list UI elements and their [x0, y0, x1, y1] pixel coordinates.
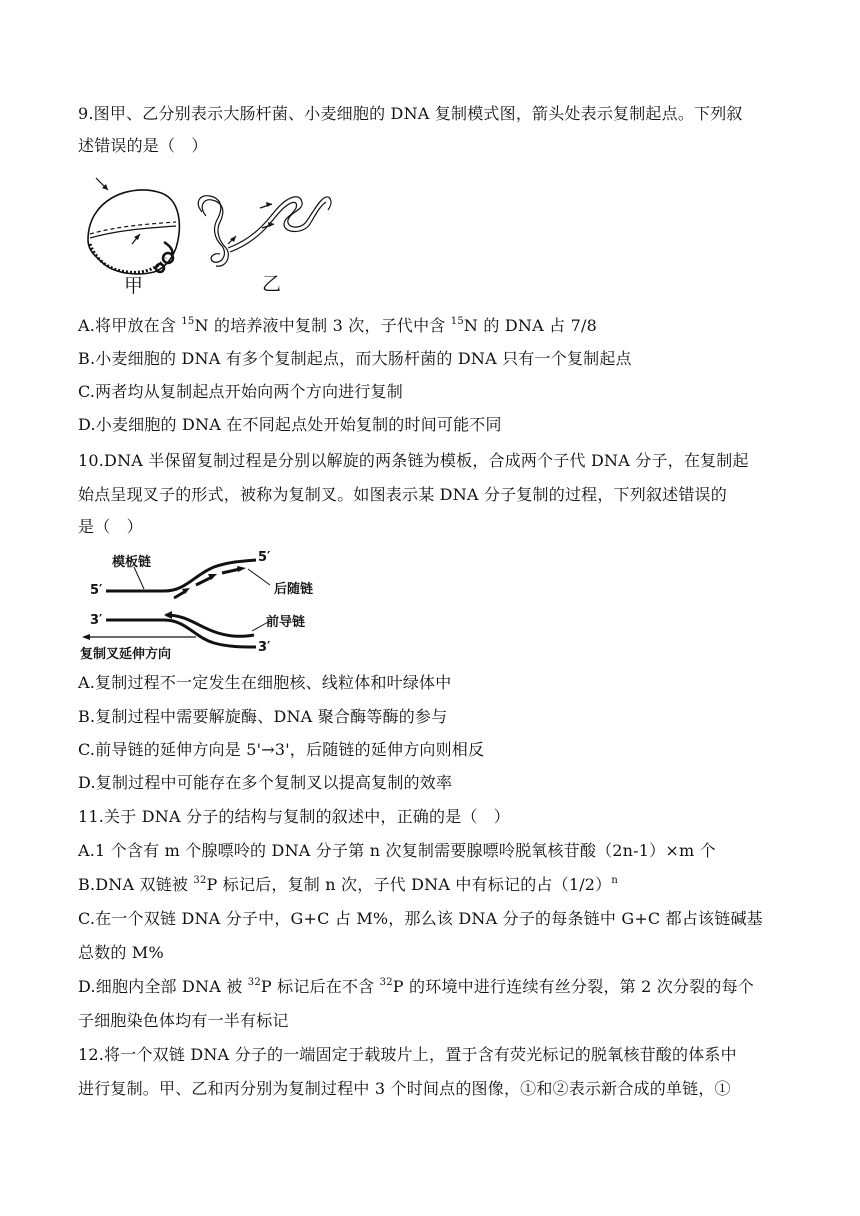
q10-figure-replication-fork [78, 545, 338, 663]
label-template-strand: 模板链 [112, 555, 152, 570]
q9-stem-line1: 9.图甲、乙分别表示大肠杆菌、小麦细胞的 DNA 复制模式图，箭头处表示复制起点。下列叙 [78, 104, 743, 123]
figure-label-yi: 乙 [262, 273, 282, 295]
q11-option-b: B.DNA 双链被 $^{32}$P 标记后，复制 n 次，子代 DNA 中有标记的占$(1/2)^n$ [78, 874, 619, 894]
q10-option-b: B.复制过程中需要解旋酶、DNA 聚合酶等酶的参与 [78, 707, 448, 726]
q11-option-c-line1: C.在一个双链 DNA 分子中，G+C 占 M%，那么该 DNA 分子的每条链中 G+C 都占该链碱基 [78, 909, 763, 928]
label-3prime-bottom: 3′ [258, 640, 271, 655]
figure-yi-linear-dna [198, 196, 331, 295]
q10-stem-line1: 10.DNA 半保留复制过程是分别以解旋的两条链为模板，合成两个子代 DNA 分子，在复制起 [78, 451, 749, 470]
q11-option-d-line2: 子细胞染色体均有一半有标记 [78, 1011, 289, 1030]
q9-figure-replication-models [78, 172, 338, 304]
q10-option-c: C.前导链的延伸方向是 5'→3'，后随链的延伸方向则相反 [78, 740, 485, 759]
q12-stem-line1: 12.将一个双链 DNA 分子的一端固定于载玻片上，置于含有荧光标记的脱氧核苷酸的体系中 [78, 1045, 737, 1064]
q9-option-a: A.将甲放在含 $^{15}$N 的培养液中复制 3 次，子代中含 $^{15}$N 的 DNA 占 7/8 [78, 315, 597, 335]
q10-option-a: A.复制过程不一定发生在细胞核、线粒体和叶绿体中 [78, 673, 452, 692]
q9-option-d: D.小麦细胞的 DNA 在不同起点处开始复制的时间可能不同 [78, 415, 502, 434]
q10-stem-line2: 始点呈现叉子的形式，被称为复制叉。如图表示某 DNA 分子复制的过程，下列叙述错误的 [78, 485, 727, 504]
q11-option-a: A.1 个含有 m 个腺嘌呤的 DNA 分子第 n 次复制需要腺嘌呤脱氧核苷酸（2n-1）×m 个 [78, 841, 716, 860]
label-lagging-strand: 后随链 [274, 582, 314, 597]
q9-option-c: C.两者均从复制起点开始向两个方向进行复制 [78, 382, 403, 401]
q10-option-d: D.复制过程中可能存在多个复制叉以提高复制的效率 [78, 773, 453, 792]
label-fork-direction: 复制叉延伸方向 [80, 647, 172, 662]
q10-stem-line3: 是（ ） [78, 517, 143, 536]
q12-stem-line2: 进行复制。甲、乙和丙分别为复制过程中 3 个时间点的图像，①和②表示新合成的单链，① [78, 1079, 731, 1098]
q11-option-c-line2: 总数的 M% [78, 943, 164, 962]
q9-stem-line2: 述错误的是（ ） [78, 136, 208, 155]
label-5prime-left: 5′ [90, 583, 103, 598]
q11-stem: 11.关于 DNA 分子的结构与复制的叙述中，正确的是（ ） [78, 807, 511, 826]
label-5prime-top: 5′ [258, 550, 271, 565]
figure-jia-circular-dna [88, 178, 179, 297]
label-3prime-left: 3′ [90, 613, 103, 628]
q9-option-b: B.小麦细胞的 DNA 有多个复制起点，而大肠杆菌的 DNA 只有一个复制起点 [78, 349, 632, 368]
figure-label-jia: 甲 [124, 275, 144, 297]
label-leading-strand: 前导链 [266, 615, 306, 630]
q11-option-d: D.细胞内全部 DNA 被 $^{32}$P 标记后在不含 $^{32}$P 的环境中进行连续有丝分裂，第 2 次分裂的每个 [78, 976, 755, 996]
